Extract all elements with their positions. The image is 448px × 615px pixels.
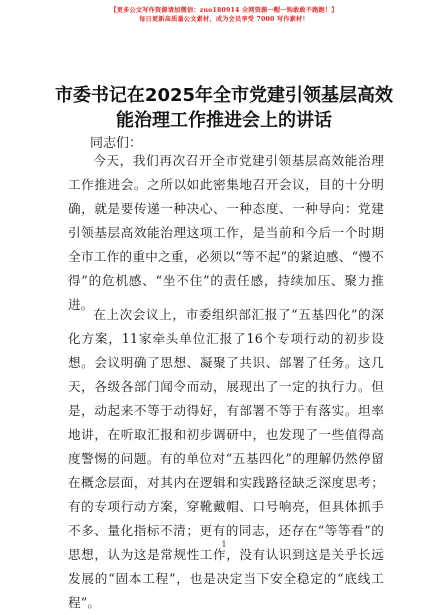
body-paragraph: 在上次会议上，市委组织部汇报了“五基四化”的深化方案，11家牵头单位汇报了16个专项行动的初步设想。会议明确了思想、凝聚了共识、部署了任务。这几天，各级各部门闻令而动，展现出了一定的执行力。但是，动起来不等于动得好，有部署不等于有落实。坦率地讲，在听取汇报和初步调研中，也发现了一些值得高度警惕的问题。有的单位对“五基四化”的理解仍然停留在概念层面，对其内在逻辑和实践路径缺乏深度思考；有的专项行动方案，穿靴戴帽、口号响亮，但具体抓手不多、量化指标不清；更有的同志，还存在“等等看”的思想，认为这是常规性工作，没有认识到这是关乎长远发展的“固本工程”，也是决定当下安全稳定的“底线工程”。 xyxy=(68,307,384,610)
banner-promo-line: 【更多公文写作资源请加微信：zuo180914 全网资源一帽一钩敢敢不跑跑！】 xyxy=(110,7,338,14)
salutation: 同志们： xyxy=(90,136,143,151)
document-title: 市委书记在2025年全市党建引领基层高效能治理工作推进会上的讲话 xyxy=(54,85,394,131)
page-number: 1 xyxy=(221,540,227,549)
header-banner xyxy=(0,6,448,24)
banner-subscribe-line: 每日更新高质量公文素材，成为会员享受 7000 写作素材！ xyxy=(139,16,309,23)
body-paragraph: 今天，我们再次召开全市党建引领基层高效能治理工作推进会。之所以如此密集地召开会议，目的十分明确，就是要传递一种决心、一种态度、一种导向：党建引领基层高效能治理这项工作，是当前和今后一个时期全市工作的重中之重，必须以“等不起”的紧迫感、“慢不得”的危机感、“坐不住”的责任感，持续加压、聚力推进。 xyxy=(68,153,384,312)
